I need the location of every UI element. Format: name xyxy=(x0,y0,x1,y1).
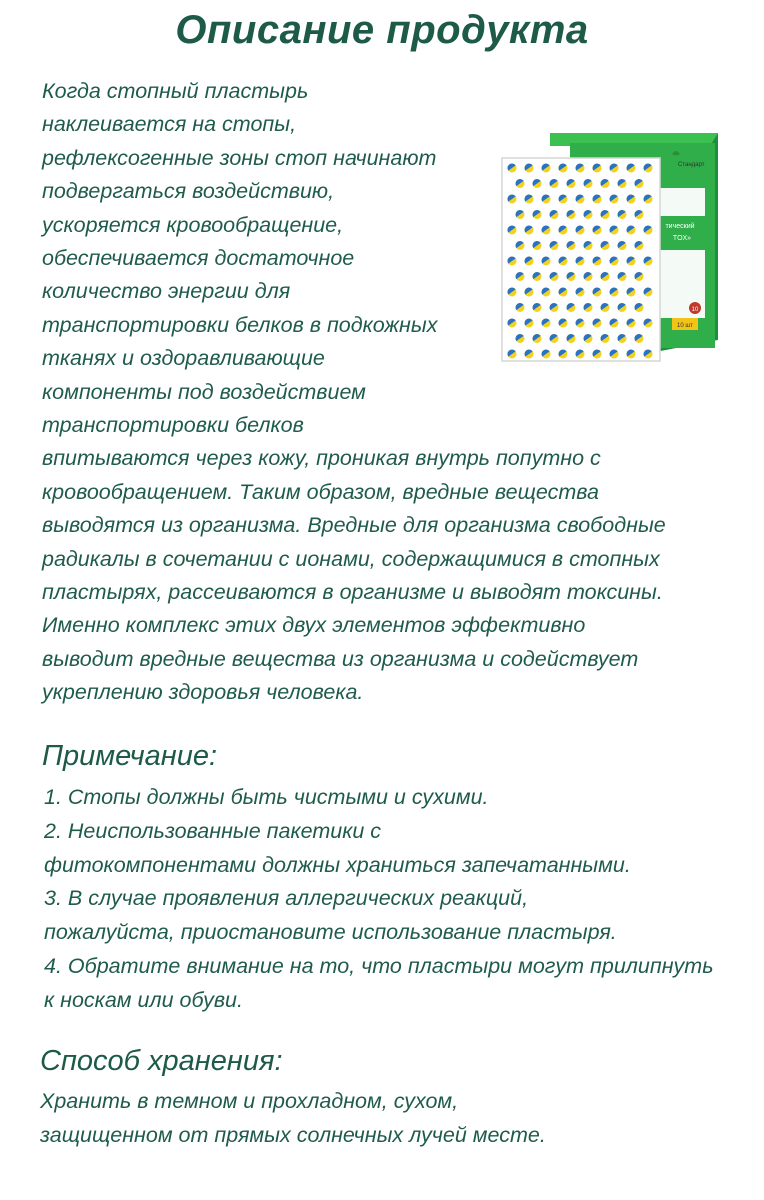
svg-text:10 шт: 10 шт xyxy=(677,323,693,329)
page-title: Описание продукта xyxy=(175,8,589,52)
storage-line: защищенном от прямых солнечных лучей месте. xyxy=(40,1123,546,1147)
note-line: 3. В случае проявления аллергических реакций, xyxy=(44,886,529,911)
note-line: 2. Неиспользованные пакетики с xyxy=(44,818,382,843)
storage-heading: Способ хранения: xyxy=(40,1045,283,1077)
description-line: укреплению здоровья человека. xyxy=(42,680,364,705)
description-line: транспортировки белков в подкожных xyxy=(42,312,438,337)
note-heading: Примечание: xyxy=(42,740,218,772)
description-line: впитываются через кожу, проникая внутрь попутно с xyxy=(42,446,601,471)
description-line: тканях и оздоравливающие xyxy=(42,346,325,371)
description-line: выводит вредные вещества из организма и содействует xyxy=(42,646,639,671)
description-line: Когда стопный пластырь xyxy=(42,79,309,103)
description-line: кровообращением. Таким образом, вредные вещества xyxy=(42,479,599,504)
description-line: ускоряется кровообращение, xyxy=(42,212,344,237)
storage-line: Хранить в темном и прохладном, сухом, xyxy=(40,1089,459,1113)
svg-text:Стандарт: Стандарт xyxy=(678,162,705,168)
svg-text:TOX»: TOX» xyxy=(672,235,692,242)
description-line: выводятся из организма. Вредные для организма свободные xyxy=(42,513,666,538)
svg-text:тический: тический xyxy=(665,223,695,230)
note-line: фитокомпонентами должны храниться запечатанными. xyxy=(44,852,631,877)
description-line: количество энергии для xyxy=(42,279,291,304)
description-line: компоненты под воздействием xyxy=(42,379,366,404)
description-line: подвергаться воздействию, xyxy=(42,179,335,204)
note-line: 4. Обратите внимание на то, что пластыри могут прилипнуть xyxy=(44,954,714,978)
svg-text:10: 10 xyxy=(691,307,699,313)
description-line: транспортировки белков xyxy=(42,413,304,437)
note-line: 1. Стопы должны быть чистыми и сухими. xyxy=(44,785,489,809)
description-line: обеспечивается достаточное xyxy=(42,246,355,270)
product-image xyxy=(500,128,725,363)
description-line: Именно комплекс этих двух элементов эффективно xyxy=(42,613,586,638)
description-line: радикалы в сочетании с ионами, содержащимися в стопных xyxy=(42,546,660,571)
description-line: рефлексогенные зоны стоп начинают xyxy=(42,145,437,170)
description-line: пластырях, рассеиваются в организме и выводят токсины. xyxy=(42,580,663,604)
foot-patch-package-illustration xyxy=(500,128,725,363)
note-line: к носкам или обуви. xyxy=(44,987,243,1012)
description-line: наклеивается на стопы, xyxy=(42,112,297,137)
note-line: пожалуйста, приостановите использование пластыря. xyxy=(44,920,617,945)
